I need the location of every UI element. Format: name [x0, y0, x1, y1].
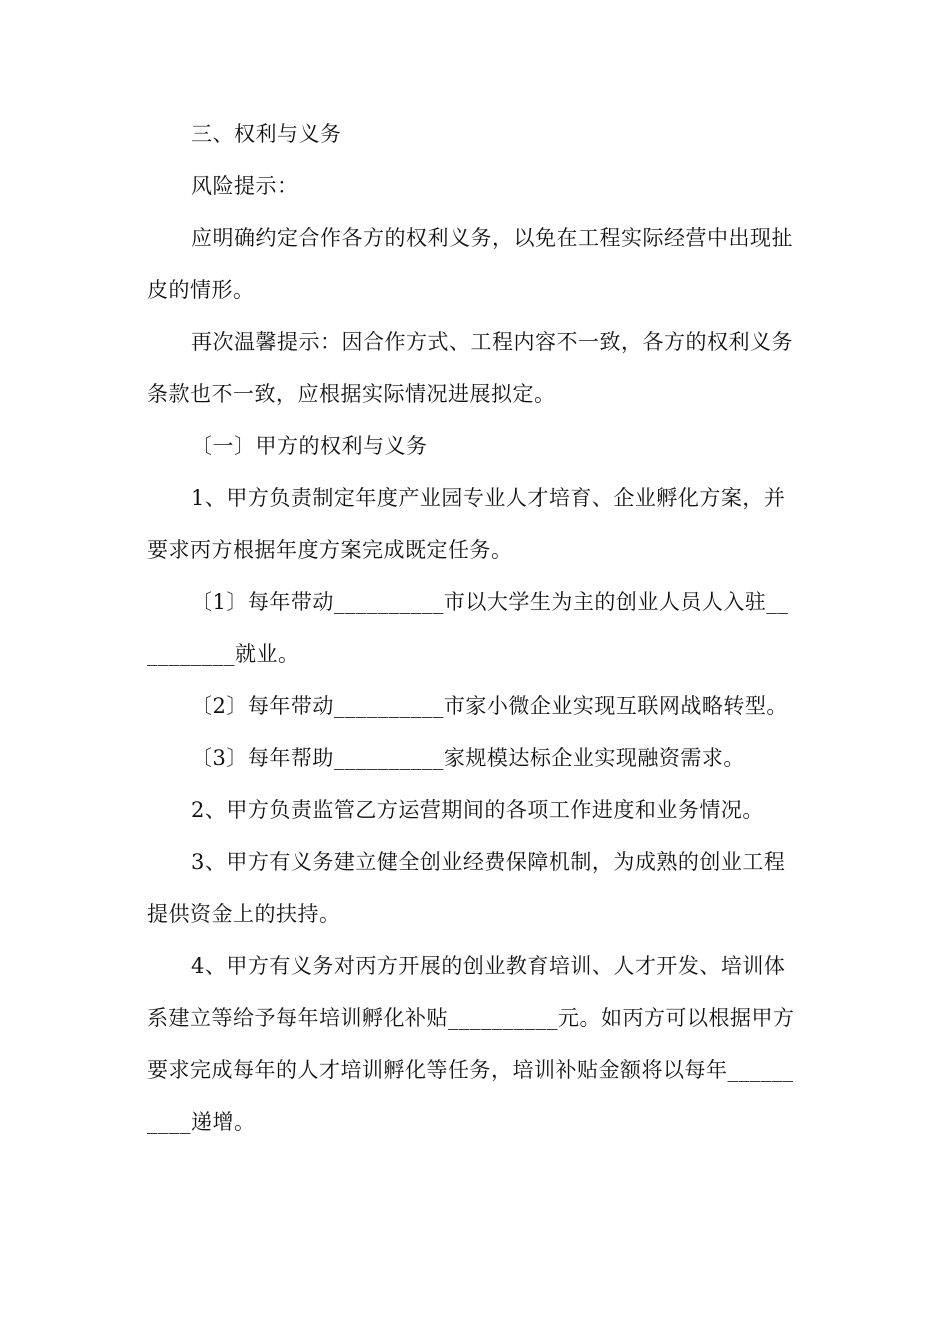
risk-tip-text: 应明确约定合作各方的权利义务，以免在工程实际经营中出现扯皮的情形。	[147, 226, 793, 302]
document-page	[147, 108, 797, 1148]
section-heading: 三、权利与义务	[191, 122, 342, 146]
risk-tip-label: 风险提示：	[191, 174, 299, 198]
subsection-heading: 〔一〕甲方的权利与义务	[191, 434, 428, 458]
clause-1-item-2: 〔2〕每年带动__________市家小微企业实现互联网战略转型。	[191, 694, 788, 718]
clause-4: 4、甲方有义务对丙方开展的创业教育培训、人才开发、培训体系建立等给予每年培训孵化补贴__________元。如丙方可以根据甲方要求完成每年的人才培训孵化等任务，培训补贴金额将以每年__________递增。	[147, 954, 795, 1134]
clause-1-item-3: 〔3〕每年帮助__________家规模达标企业实现融资需求。	[191, 746, 745, 770]
clause-3: 3、甲方有义务建立健全创业经费保障机制，为成熟的创业工程提供资金上的扶持。	[147, 850, 786, 926]
reminder-text: 再次温馨提示：因合作方式、工程内容不一致，各方的权利义务条款也不一致，应根据实际情况进展拟定。	[147, 330, 793, 406]
clause-1: 1、甲方负责制定年度产业园专业人才培育、企业孵化方案，并要求丙方根据年度方案完成既定任务。	[147, 486, 786, 562]
clause-2: 2、甲方负责监管乙方运营期间的各项工作进度和业务情况。	[191, 798, 764, 822]
clause-1-item-1: 〔1〕每年带动__________市以大学生为主的创业人员人入驻__________就业。	[147, 590, 789, 666]
